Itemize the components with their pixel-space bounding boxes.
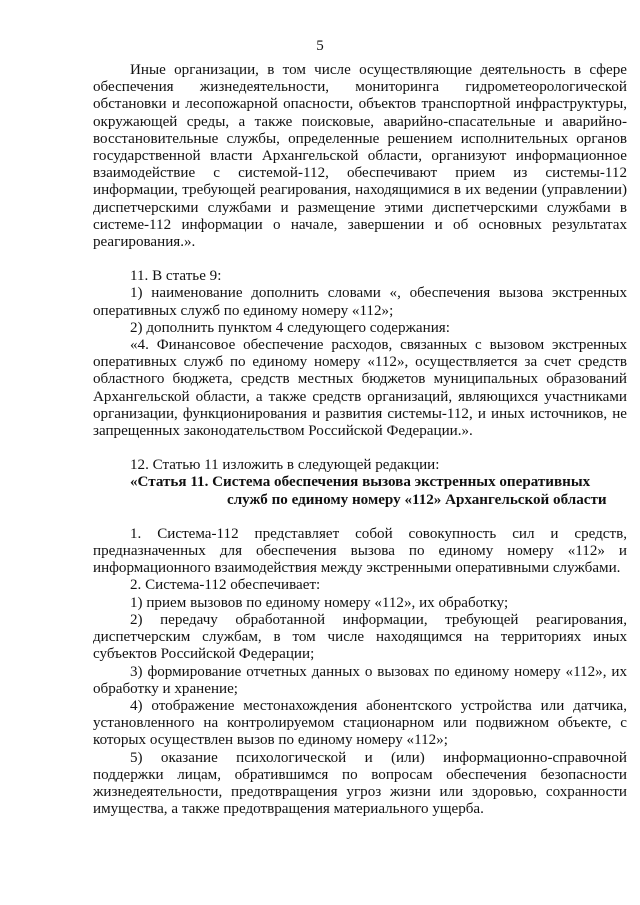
article-11-body xyxy=(93,526,627,818)
paragraph: 1) прием вызовов по единому номеру «112», их обработку; xyxy=(130,594,509,611)
paragraph: Иные организации, в том числе осуществляющие деятельность в сфере обеспечения жизнедеятельности, мониторинга гидрометеорологической обстановки и лесопожарной опасности, объектов транспортной инфраструктуры, окружающей среды, а также поисковые, аварийно-спасательные и аварийно-восстановительные службы, определенные решением исполнительных органов государственной власти Архангельской области, организуют информационное взаимодействие с системой-112, обеспечивают прием из системы-112 информации, требующей реагирования, находящимися в их ведении (управлении) диспетчерскими службами и размещение этими диспетчерскими службами в системе-112 информации о начале, завершении и об основных результатах реагирования.». xyxy=(93,62,627,251)
document-body xyxy=(93,62,627,818)
paragraph: 2) передачу обработанной информации, требующей реагирования, диспетчерским службам, в том числе находящимся на территориях иных субъектов Российской Федерации; xyxy=(93,611,627,663)
paragraph: «4. Финансовое обеспечение расходов, связанных с вызовом экстренных оперативных служб по единому номеру «112», осуществляется за счет средств областного бюджета, средств местных бюджетов муниципальных образований Архангельской области, а также средств организаций, являющихся участниками организации, функционирования и развития системы-112, и иных источников, не запрещенных законодательством Российской Федерации.». xyxy=(93,337,627,440)
paragraph: 4) отображение местонахождения абонентского устройства или датчика, установленного на контролируемом стационарном или подвижном объекте, с которых осуществлен вызов по единому номеру «112»; xyxy=(93,697,627,749)
amendment-article-9 xyxy=(93,268,627,440)
paragraph: 11. В статье 9: xyxy=(130,268,222,285)
paragraph: 12. Статью 11 изложить в следующей редакции: xyxy=(130,457,440,474)
paragraph: 2. Система-112 обеспечивает: xyxy=(130,577,321,594)
page-number: 5 xyxy=(316,38,324,54)
paragraph: 1) наименование дополнить словами «, обеспечения вызова экстренных оперативных служб по единому номеру «112»; xyxy=(93,285,627,319)
paragraph: 1. Система-112 представляет собой совокупность сил и средств, предназначенных для обеспечения вызова по единому номеру «112» и информационного взаимодействия между экстренными оперативными службами. xyxy=(93,525,627,577)
continuation-section xyxy=(93,62,627,251)
article-heading-line-1: «Статья 11. Система обеспечения вызова экстренных оперативных xyxy=(130,474,591,491)
amendment-article-11 xyxy=(93,457,627,509)
article-heading-line-2: служб по единому номеру «112» Архангельской области xyxy=(227,491,607,508)
paragraph: 5) оказание психологической и (или) информационно-справочной поддержки лицам, обратившимся по вопросам обеспечения безопасности жизнедеятельности, предотвращения угроз жизни или здоровью, сохранности имущества, а также предотвращения материального ущерба. xyxy=(93,749,627,818)
paragraph: 2) дополнить пунктом 4 следующего содержания: xyxy=(130,319,450,336)
paragraph: 3) формирование отчетных данных о вызовах по единому номеру «112», их обработку и хранение; xyxy=(93,663,627,697)
article-heading xyxy=(93,474,627,508)
